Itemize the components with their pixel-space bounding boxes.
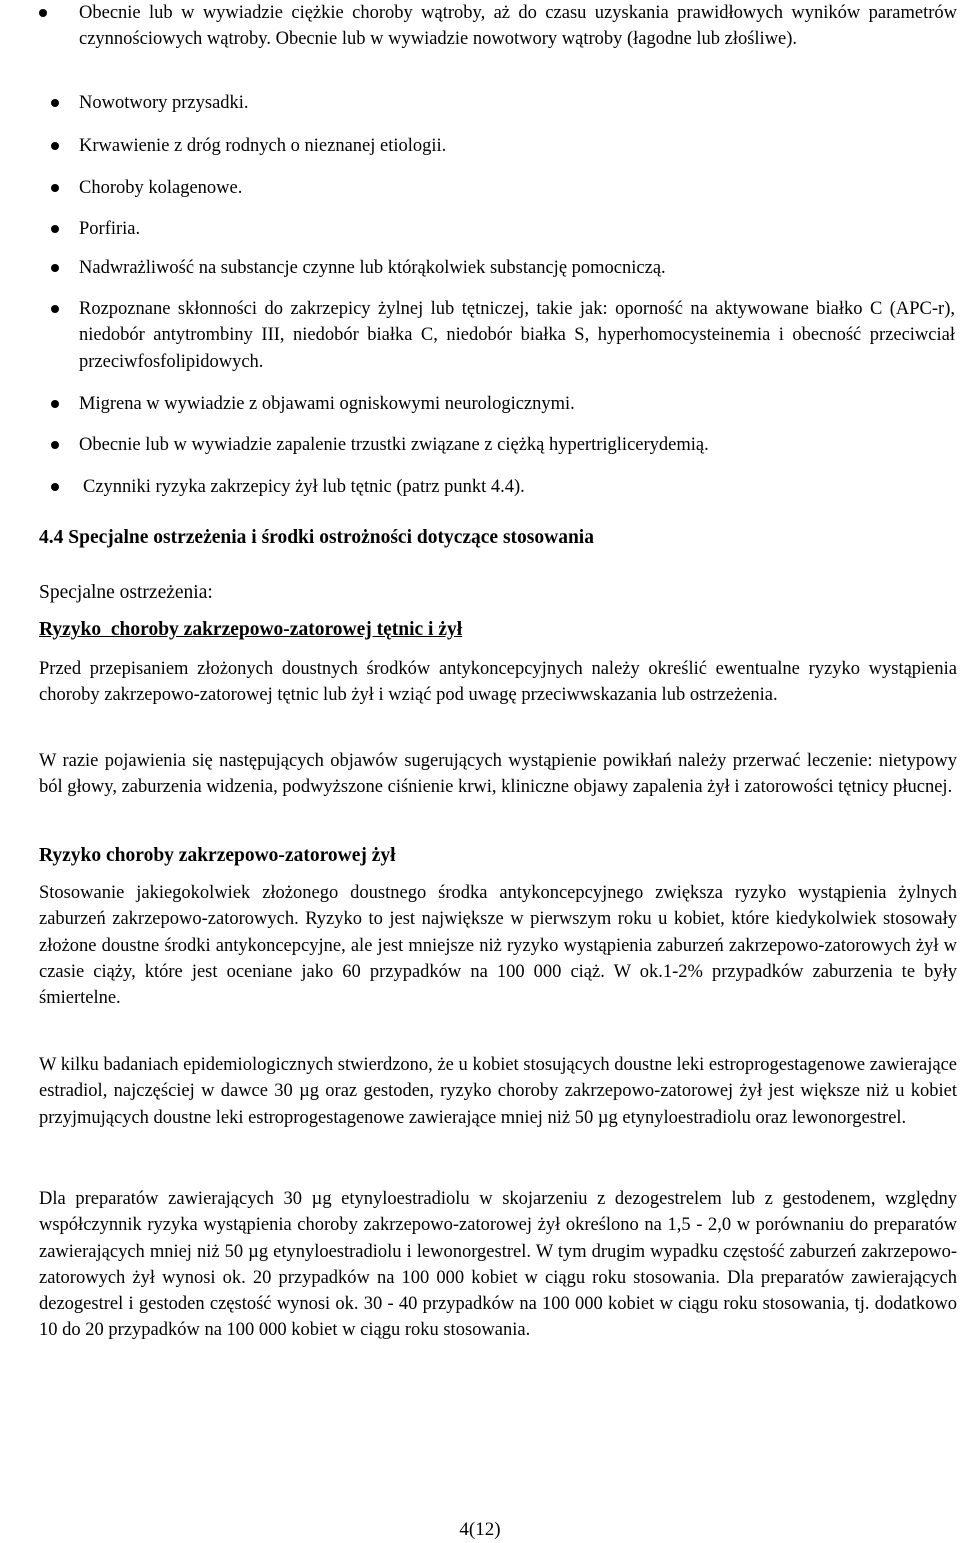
bullet-icon — [51, 99, 59, 107]
bullet-icon — [51, 400, 59, 408]
paragraph: Stosowanie jakiegokolwiek złożonego doustnego środka antykoncepcyjnego zwiększa ryzyko wystąpienia żylnych zaburzeń zakrzepowo-zatorowych. Ryzyko to jest największe w pierwszym roku u kobiet, które kiedykolwiek stosowały złożone doustne środki antykoncepcyjne, ale jest mniejsze niż ryzyko wystąpienia zaburzeń zakrzepowo-zatorowych żył w czasie ciąży, które jest oceniane jako 60 przypadków na 100 000 ciąż. W ok.1-2% przypadków zaburzenia te były śmiertelne. — [39, 883, 957, 1009]
bullet-icon — [51, 483, 59, 491]
list-item-text: Rozpoznane skłonności do zakrzepicy żylnej lub tętniczej, takie jak: oporność na aktywowane białko C (APC-r), niedobór antytrombiny III, niedobór białka C, niedobór białka S, hyperhomocysteinemia i obecność przeciwciał przeciwfosfolipidowych. — [79, 299, 955, 372]
list-item-text: Krwawienie z dróg rodnych o nieznanej etiologii. — [79, 136, 447, 156]
list-item-text: Choroby kolagenowe. — [79, 178, 243, 198]
contraindications-list — [39, 0, 957, 53]
bullet-icon — [39, 9, 47, 17]
paragraph: Przed przepisaniem złożonych doustnych środków antykoncepcyjnych należy określić ewentualne ryzyko wystąpienia choroby zakrzepowo-zatorowej tętnic lub żył i wziąć pod uwagę przeciwwskazania lub ostrzeżenia. — [39, 659, 957, 706]
bullet-icon — [51, 184, 59, 192]
list-item-text: Nowotwory przysadki. — [79, 93, 249, 113]
bullet-icon — [51, 305, 59, 313]
list-item-text: Czynniki ryzyka zakrzepicy żył lub tętnic (patrz punkt 4.4). — [83, 477, 525, 497]
section-heading: 4.4 Specjalne ostrzeżenia i środki ostrożności dotyczące stosowania — [39, 527, 594, 548]
list-item-text: Obecnie lub w wywiadzie ciężkie choroby wątroby, aż do czasu uzyskania prawidłowych wyników parametrów czynnościowych wątroby. Obecnie lub w wywiadzie nowotwory wątroby (łagodne lub złośliwe). — [79, 3, 957, 50]
bullet-icon — [51, 441, 59, 449]
bullet-icon — [51, 142, 59, 150]
risk-heading: Ryzyko choroby zakrzepowo-zatorowej tętnic i żył — [39, 619, 463, 640]
list-item-text: Porfiria. — [79, 219, 141, 239]
list-item-text: Nadwrażliwość na substancje czynne lub którąkolwiek substancję pomocniczą. — [79, 258, 666, 278]
bullet-icon — [51, 225, 59, 233]
list-item-text: Migrena w wywiadzie z objawami ogniskowymi neurologicznymi. — [79, 394, 575, 414]
paragraph: W kilku badaniach epidemiologicznych stwierdzono, że u kobiet stosujących doustne leki estroprogestagenowe zawierające estradiol, najczęściej w dawce 30 µg oraz gestoden, ryzyko choroby zakrzepowo-zatorowej żył jest większe niż u kobiet przyjmujących doustne leki estroprogestagenowe zawierające mniej niż 50 µg etynyloestradiolu oraz lewonorgestrel. — [39, 1055, 957, 1128]
paragraph: W razie pojawienia się następujących objawów sugerujących wystąpienie powikłań należy przerwać leczenie: nietypowy ból głowy, zaburzenia widzenia, podwyższone ciśnienie krwi, kliniczne objawy zapalenia żył i zatorowości tętnicy płucnej. — [39, 751, 957, 798]
bullet-icon — [51, 264, 59, 272]
page-number: 4(12) — [459, 1519, 501, 1540]
vein-risk-heading: Ryzyko choroby zakrzepowo-zatorowej żył — [39, 845, 396, 866]
section-subheading: Specjalne ostrzeżenia: — [39, 582, 213, 603]
paragraph: Dla preparatów zawierających 30 µg etynyloestradiolu w skojarzeniu z dezogestrelem lub z gestodenem, względny współczynnik ryzyka wystąpienia choroby zakrzepowo-zatorowej żył określono na 1,5 - 2,0 w porównaniu do preparatów zawierających mniej niż 50 µg etynyloestradiolu i lewonorgestrel. W tym drugim wypadku częstość zaburzeń zakrzepowo-zatorowych żył wynosi ok. 20 przypadków na 100 000 kobiet w ciągu roku stosowania. Dla preparatów zawierających dezogestrel i gestoden częstość wynosi ok. 30 - 40 przypadków na 100 000 kobiet w ciągu roku stosowania, tj. dodatkowo 10 do 20 przypadków na 100 000 kobiet w ciągu roku stosowania. — [39, 1189, 957, 1341]
list-item — [39, 0, 957, 53]
list-item-text: Obecnie lub w wywiadzie zapalenie trzustki związane z ciężką hypertriglicerydemią. — [79, 435, 709, 455]
